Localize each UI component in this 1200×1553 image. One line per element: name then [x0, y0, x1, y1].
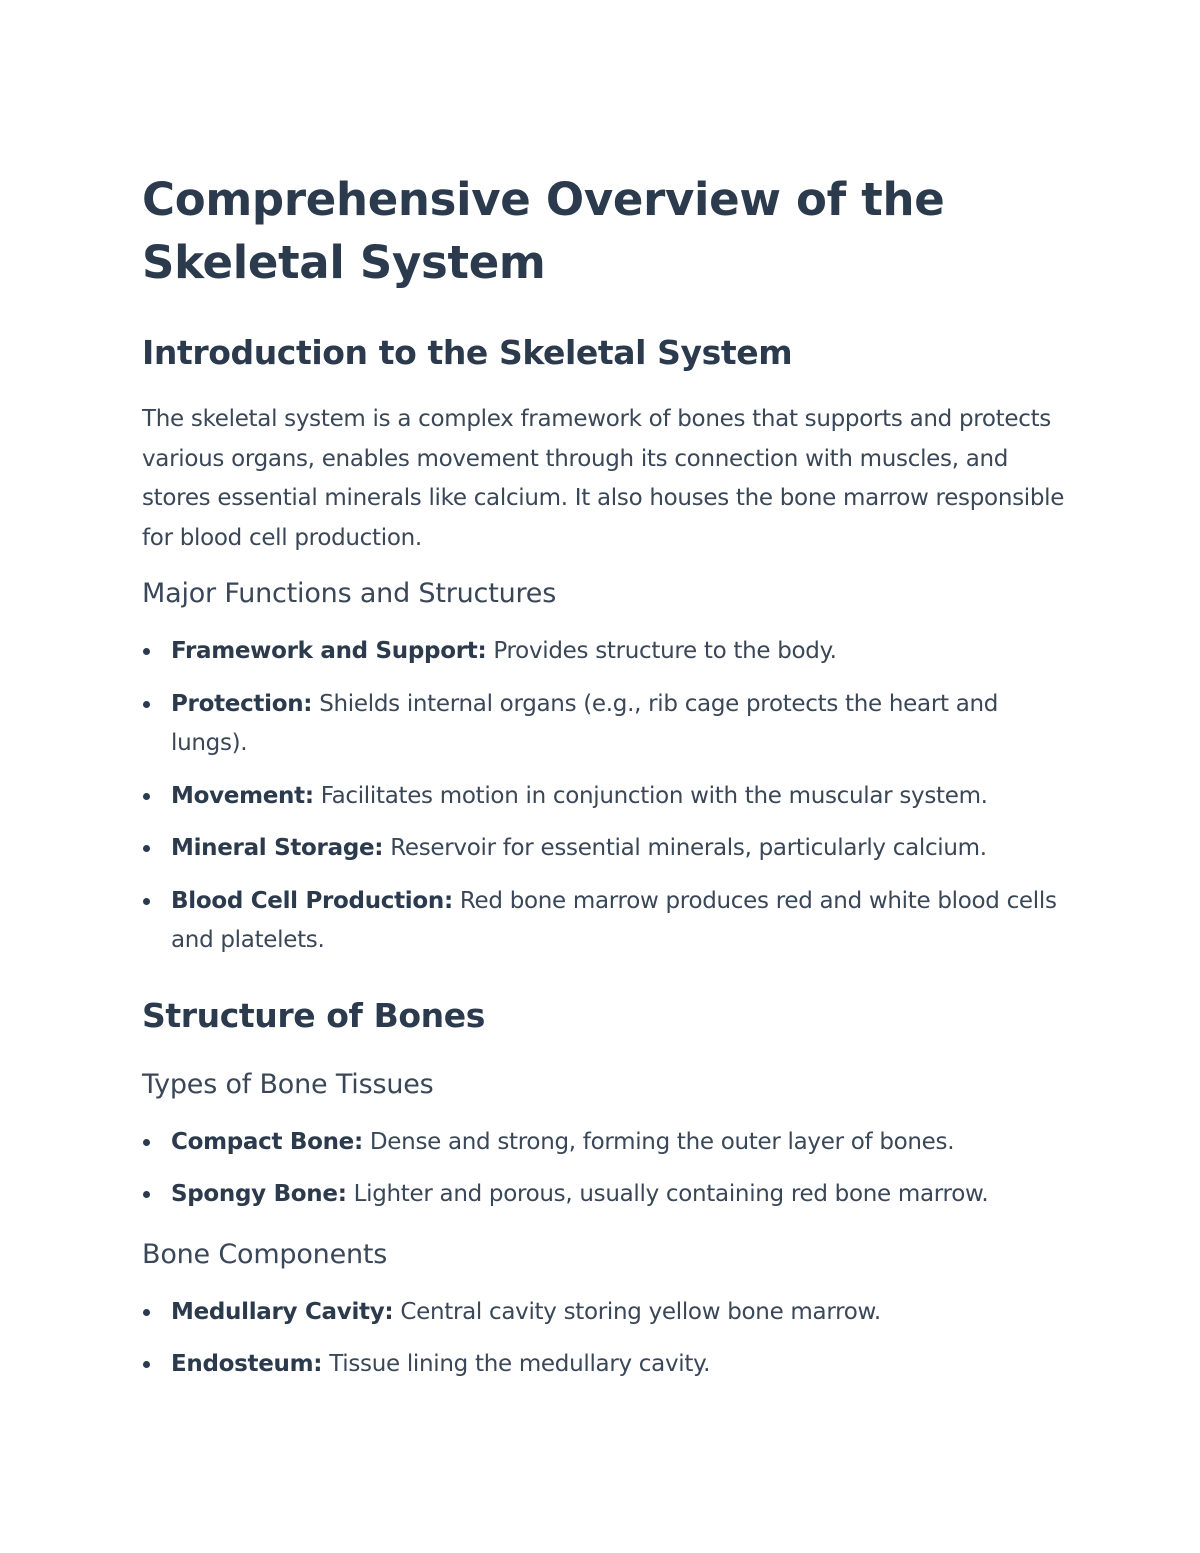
- item-term: Mineral Storage:: [171, 835, 384, 861]
- intro-paragraph: The skeletal system is a complex framework of bones that supports and protects various organs, enables movement through its connection with muscles, and stores essential minerals like calcium. It also houses the bone marrow responsible for blood cell production.: [142, 406, 1065, 551]
- item-description: Provides structure to the body.: [486, 638, 837, 664]
- item-description: Central cavity storing yellow bone marrow.: [393, 1298, 881, 1325]
- item-description: Shields internal organs (e.g., rib cage protects the heart and lungs).: [171, 690, 999, 756]
- list-item: [142, 685, 1072, 764]
- list-item: [142, 829, 1072, 869]
- bullet-icon: [143, 701, 150, 708]
- list-item: [142, 1123, 1072, 1163]
- bullet-icon: [143, 648, 150, 655]
- item-description: Facilitates motion in conjunction with the muscular system.: [313, 782, 988, 809]
- bullet-icon: [143, 1191, 150, 1198]
- bullet-icon: [143, 1361, 150, 1368]
- list-item: [142, 777, 1072, 817]
- bullet-icon: [143, 1309, 150, 1316]
- components-list: [142, 1293, 1072, 1385]
- document-page: [142, 168, 1072, 1385]
- bullet-icon: [143, 845, 150, 852]
- item-term: Medullary Cavity:: [171, 1298, 394, 1325]
- intro-heading: Introduction to the Skeletal System: [142, 333, 793, 372]
- list-item: [142, 632, 1072, 672]
- functions-list: [142, 632, 1072, 961]
- item-term: Protection:: [171, 690, 313, 717]
- functions-subheading: Major Functions and Structures: [142, 578, 557, 609]
- item-term: Framework and Support:: [171, 638, 487, 664]
- title-line-1: Comprehensive Overview of the: [142, 173, 945, 226]
- list-item: [142, 1175, 1072, 1215]
- item-term: Endosteum:: [171, 1351, 323, 1377]
- item-term: Blood Cell Production:: [171, 887, 453, 914]
- item-description: Lighter and porous, usually containing red bone marrow.: [346, 1181, 989, 1207]
- bullet-icon: [143, 1139, 150, 1146]
- title-line-2: Skeletal System: [142, 236, 546, 289]
- item-term: Spongy Bone:: [171, 1181, 347, 1207]
- bullet-icon: [143, 793, 150, 800]
- item-term: Movement:: [171, 782, 314, 809]
- tissues-subheading: Types of Bone Tissues: [142, 1068, 434, 1100]
- item-description: Dense and strong, forming the outer layer of bones.: [362, 1128, 955, 1155]
- item-description: Red bone marrow produces red and white blood cells and platelets.: [171, 887, 1057, 953]
- item-term: Compact Bone:: [171, 1128, 363, 1155]
- tissues-list: [142, 1123, 1072, 1215]
- components-subheading: Bone Components: [142, 1238, 388, 1270]
- list-item: [142, 1293, 1072, 1333]
- item-description: Reservoir for essential minerals, particularly calcium.: [383, 835, 987, 861]
- list-item: [142, 882, 1072, 961]
- document-title: [142, 168, 1072, 294]
- list-item: [142, 1345, 1072, 1385]
- bullet-icon: [143, 898, 150, 905]
- structure-heading: Structure of Bones: [142, 995, 485, 1035]
- item-description: Tissue lining the medullary cavity.: [322, 1351, 711, 1377]
